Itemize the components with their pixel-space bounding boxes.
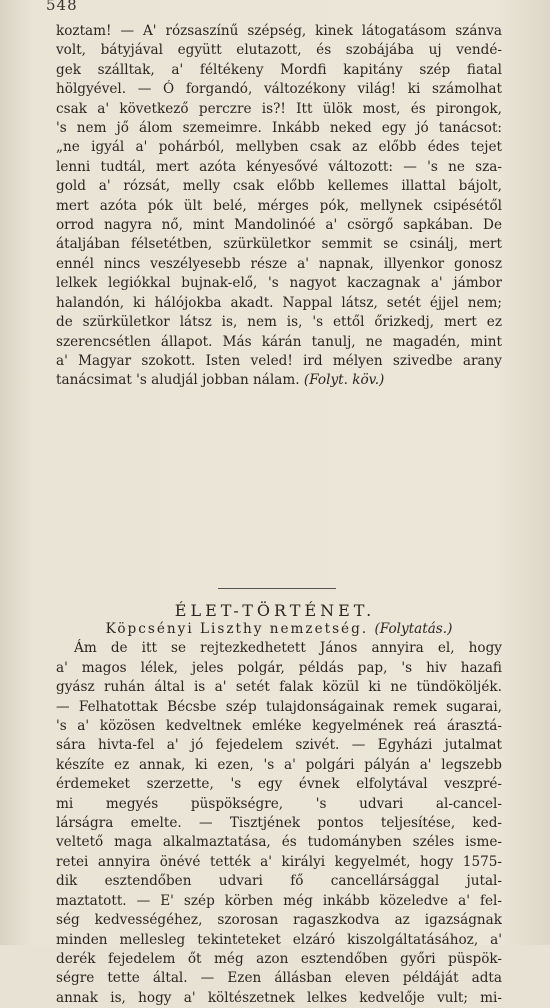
continuation-note: (Folyt. köv.) — [303, 372, 385, 389]
text-line: minden mellesleg tekinteteket elzáró kiszolgáltatásához, a' — [56, 931, 502, 948]
text-line: Ám de itt se rejtezkedhetett János annyira el, hogy — [74, 640, 502, 657]
text-line: gek szálltak, a' féltékeny Mordfi kapitány szép fiatal — [56, 61, 502, 78]
text-line: érdemeket szerzette, 's egy évnek elfolytával veszpré- — [56, 776, 502, 793]
text-line: de szürkületkor látsz is, nem is, 's ettől őrizkedj, mert ez — [56, 314, 502, 331]
text-line: szerencsétlen állapot. Más kárán tanulj, ne magadén, mint — [56, 333, 502, 350]
text-line: lelkek legiókkal bujnak-elő, 's nagyot kaczagnak a' jámbor — [56, 275, 502, 292]
text-line: lenni tudtál, mert azóta kényesővé változott: — 's ne sza- — [56, 158, 502, 175]
text-line: hölgyével. — Ó forgandó, változékony világ! ki számolhat — [56, 81, 502, 98]
text-line-content: tanácsimat 's aludjál jobban nálam. — [56, 372, 300, 389]
text-line: derék fejedelem őt még azon esztendőben győri püspök- — [56, 950, 502, 967]
text-line: „ne igyál a' pohárból, mellyben csak az előbb édes tejet — [56, 139, 502, 156]
text-line: 's nem jő álom szemeimre. Inkább neked egy jó tanácsot: — [56, 120, 502, 137]
text-line: sára hivta-fel a' jó fejedelem szivét. — Egyházi jutalmat — [56, 737, 502, 754]
text-line: retei annyira önévé tették a' királyi kegyelmét, hogy 1575- — [56, 853, 502, 870]
text-line: mi megyés püspökségre, 's udvari al-cancel- — [56, 795, 502, 812]
text-line: orrod nagyra nő, mint Mandolinóé a' csörgő sapkában. De — [56, 217, 502, 234]
text-line: a' Magyar szokott. Isten veled! ird mélyen szivedbe arany — [56, 352, 502, 369]
family-name: Köpcsényi Liszthy nemzetség. — [105, 621, 369, 637]
text-line: koztam! — A' rózsaszínű szépség, kinek látogatásom szánva — [56, 23, 502, 39]
subtitle-line — [56, 620, 502, 639]
text-line: ségre tette által. — Ezen állásban eleven példáját adta — [56, 970, 502, 987]
text-line: készíte ez annak, ki ezen, 's a' polgári pályán a' legszebb — [56, 756, 502, 773]
text-line: lárságra emelte. — Tisztjének pontos teljesítése, ked- — [56, 815, 502, 832]
text-line: ennél nincs veszélyesebb része a' napnak, illyenkor gonosz — [56, 255, 502, 272]
page-number: 548 — [46, 0, 78, 14]
text-line: maztatott. — E' szép körben még inkább közeledve a' fel- — [56, 892, 502, 909]
section-title: ÉLET-TÖRTÉNET. — [174, 601, 376, 620]
text-line: 's a' közösen kedveltnek emléke kegyelmének reá árasztá- — [56, 718, 502, 735]
text-line: csak a' következő perczre is?! Itt ülök most, és pirongok, — [56, 100, 502, 117]
letter-text — [56, 22, 502, 391]
text-line: a' magos lélek, jeles polgár, példás pap, 's hiv hazafi — [56, 659, 502, 676]
text-line: dik esztendőben udvari fő cancellársággal jutal- — [56, 873, 502, 890]
text-line: gyász ruhán által is a' setét falak közül ki ne tündököljék. — [56, 679, 502, 696]
text-line: volt, bátyjával együtt elutazott, és szobájába uj vendé- — [56, 42, 502, 59]
text-line: veltető maga alkalmaztatása, és tudományben széles isme- — [56, 834, 502, 851]
text-line: — Felhatottak Bécsbe szép tulajdonságainak remek sugarai, — [56, 698, 502, 715]
text-line: gold a' rózsát, melly csak előbb kellemes illattal bájolt, — [56, 178, 502, 195]
text-line: ség kedvességéhez, szorosan ragaszkodva az igazságnak — [56, 912, 502, 929]
text-line: annak is, hogy a' költészetnek lelkes kedvelője vult; mi- — [56, 989, 502, 1006]
text-line: mert azóta pók ült belé, mérges pók, mellynek csipésétől — [56, 197, 502, 214]
text-line-last — [56, 371, 502, 390]
continuation-label: (Folytatás.) — [374, 621, 453, 637]
text-line: halandón, ki hálójokba akadt. Nappal látsz, setét éjjel nem; — [56, 294, 502, 311]
text-line: átaljában félsetétben, szürkületkor semmit se csinálj, mert — [56, 236, 502, 253]
section-divider — [218, 588, 336, 589]
biography-text — [56, 620, 502, 1008]
